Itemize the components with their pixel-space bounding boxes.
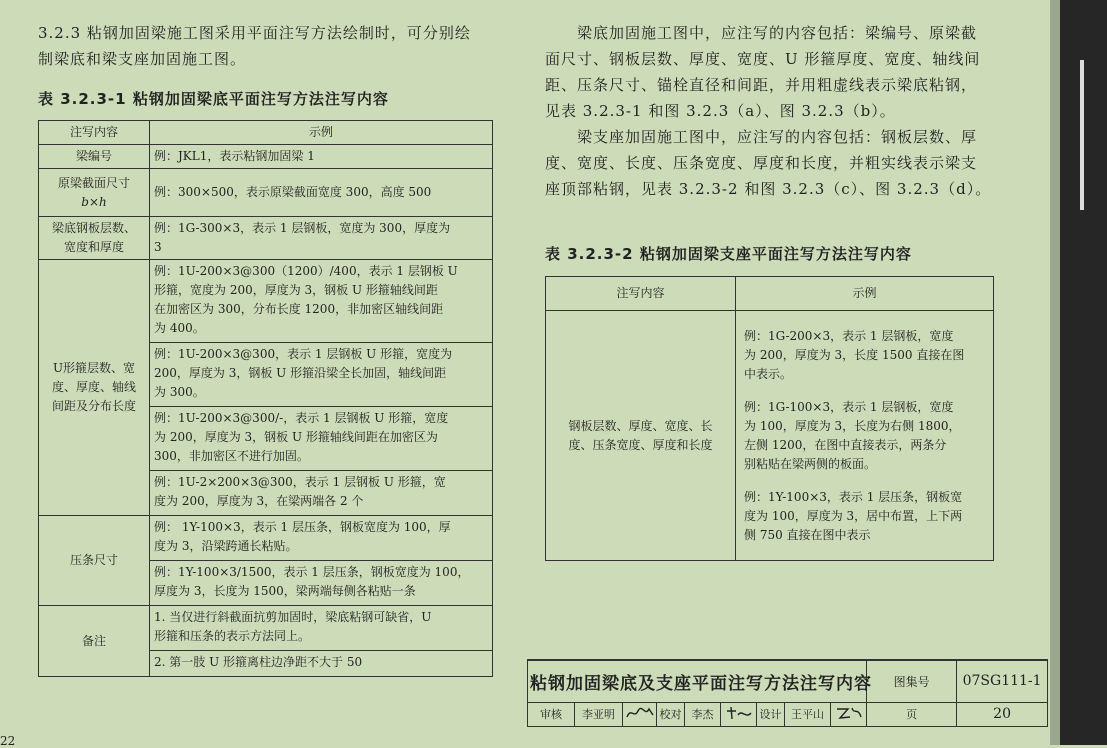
table2 [545, 276, 994, 561]
intro-line-1: 3.2.3 粘钢加固梁施工图采用平面注写方法绘制时，可分别绘 [38, 24, 471, 42]
example-block: 例：1U-200×3@300（1200）/400，表示 1 层钢板 U 形箍，宽度为 200，厚度为 3，钢板 U 形箍轴线间距 在加密区为 300，分布长度 1200，非加密区轴线间距 为 400。 [150, 260, 492, 343]
page-label: 页 [867, 702, 957, 726]
drawing-title: 粘钢加固梁底及支座平面注写方法注写内容 [528, 660, 867, 702]
row-label: 压条尺寸 [39, 516, 150, 606]
design-label: 设计 [757, 702, 785, 726]
row-label: 原梁截面尺寸 b×h [39, 169, 150, 217]
table2-header-row [546, 277, 994, 311]
row-example [150, 260, 493, 516]
table1-header-content: 注写内容 [39, 121, 150, 145]
table-row [39, 606, 493, 677]
check-label: 校对 [657, 702, 685, 726]
table-row [546, 311, 994, 561]
row-example [736, 311, 994, 561]
table-row [39, 145, 493, 169]
table-row [39, 260, 493, 516]
checker-name: 李杰 [685, 702, 721, 726]
corner-page-number: 22 [0, 734, 16, 748]
table-row [39, 516, 493, 606]
table1-header-row [39, 121, 493, 145]
table1 [38, 120, 493, 677]
example-block: 例：1G-100×3，表示 1 层钢板，宽度 为 100，厚度为 3，长度为右侧 1800， 左侧 1200，在图中直接表示，两条分 别粘贴在梁两侧的板面。 [744, 399, 961, 471]
intro-paragraph [38, 20, 471, 72]
table1-header-example: 示例 [150, 121, 493, 145]
example-block: 例： 1Y-100×3，表示 1 层压条，钢板宽度为 100，厚 度为 3，沿梁跨通长粘贴。 [150, 516, 492, 561]
checker-signature [721, 702, 757, 726]
example-block: 例：1Y-100×3，表示 1 层压条，钢板宽 度为 100，厚度为 3，居中布置，上下两 侧 750 直接在图中表示 [744, 489, 963, 542]
row-example: 例：300×500，表示原梁截面宽度 300，高度 500 [150, 169, 493, 217]
table1-caption: 表 3.2.3-1 粘钢加固梁底平面注写方法注写内容 [38, 90, 389, 108]
row-label: 梁底钢板层数、 宽度和厚度 [39, 217, 150, 260]
table-row [39, 169, 493, 217]
row-example: 例：1G-300×3，表示 1 层钢板，宽度为 300，厚度为 3 [150, 217, 493, 260]
example-block: 例：1U-2×200×3@300，表示 1 层钢板 U 形箍，宽 度为 200，厚度为 3，在梁两端各 2 个 [154, 475, 446, 508]
designer-signature [831, 702, 867, 726]
example-block: 例：1G-200×3，表示 1 层钢板，宽度 为 200，厚度为 3，长度 1500 直接在图 中表示。 [744, 328, 965, 381]
title-block [527, 659, 1048, 727]
reviewer-name: 李亚明 [575, 702, 623, 726]
note-block: 1. 当仅进行斜截面抗剪加固时，梁底粘钢可缺省，U 形箍和压条的表示方法同上。 [150, 606, 492, 651]
reviewer-signature [623, 702, 657, 726]
row-label: U形箍层数、宽 度、厚度、轴线 间距及分布长度 [39, 260, 150, 516]
intro-line-2: 制梁底和梁支座加固施工图。 [38, 50, 247, 68]
example-block: 例：1U-200×3@300/-，表示 1 层钢板 U 形箍，宽度 为 200，厚度为 3，钢板 U 形箍轴线间距在加密区为 300，非加密区不进行加固。 [150, 407, 492, 471]
example-block: 例：1Y-100×3/1500，表示 1 层压条，钢板宽度为 100， 厚度为 3，长度为 1500，梁两端每侧各粘贴一条 [154, 565, 470, 598]
note-block: 2. 第一肢 U 形箍离柱边净距不大于 50 [154, 655, 363, 669]
review-label: 审核 [528, 702, 575, 726]
designer-name: 王平山 [785, 702, 831, 726]
row-label: 钢板层数、厚度、宽度、长 度、压条宽度、厚度和长度 [546, 311, 736, 561]
atlas-label: 图集号 [867, 660, 957, 702]
atlas-number: 07SG111-1 [957, 660, 1048, 702]
right-paragraph: 梁底加固施工图中，应注写的内容包括：梁编号、原梁截 面尺寸、钢板层数、厚度、宽度、U 形箍厚度、宽度、轴线间 距、压条尺寸、锚栓直径和间距，并用粗虚线表示梁底粘钢， 见表 3.2.3-1 和图 3.2.3（a）、图 3.2.3（b）。 梁支座加固施工图中，应注写的内容包括：钢板层数、厚 度、宽度、长度、压条宽度、厚度和长度，并粗实线表示梁支 座顶部粘钢，见表 3.2.3-2 和图 3.2.3（c）、图 3.2.3（d）。 [545, 24, 992, 198]
row-label: 梁编号 [39, 145, 150, 169]
page-number: 20 [957, 702, 1048, 726]
table-row [39, 217, 493, 260]
table2-caption: 表 3.2.3-2 粘钢加固梁支座平面注写方法注写内容 [545, 245, 912, 263]
scan-binding-edge [1050, 0, 1107, 745]
table2-header-example: 示例 [736, 277, 994, 311]
example-block: 例：1U-200×3@300，表示 1 层钢板 U 形箍，宽度为 200，厚度为 3，钢板 U 形箍沿梁全长加固，轴线间距 为 300。 [150, 343, 492, 407]
row-example [150, 516, 493, 606]
row-example: 例：JKL1，表示粘钢加固梁 1 [150, 145, 493, 169]
row-label: 备注 [39, 606, 150, 677]
row-example [150, 606, 493, 677]
table2-header-content: 注写内容 [546, 277, 736, 311]
